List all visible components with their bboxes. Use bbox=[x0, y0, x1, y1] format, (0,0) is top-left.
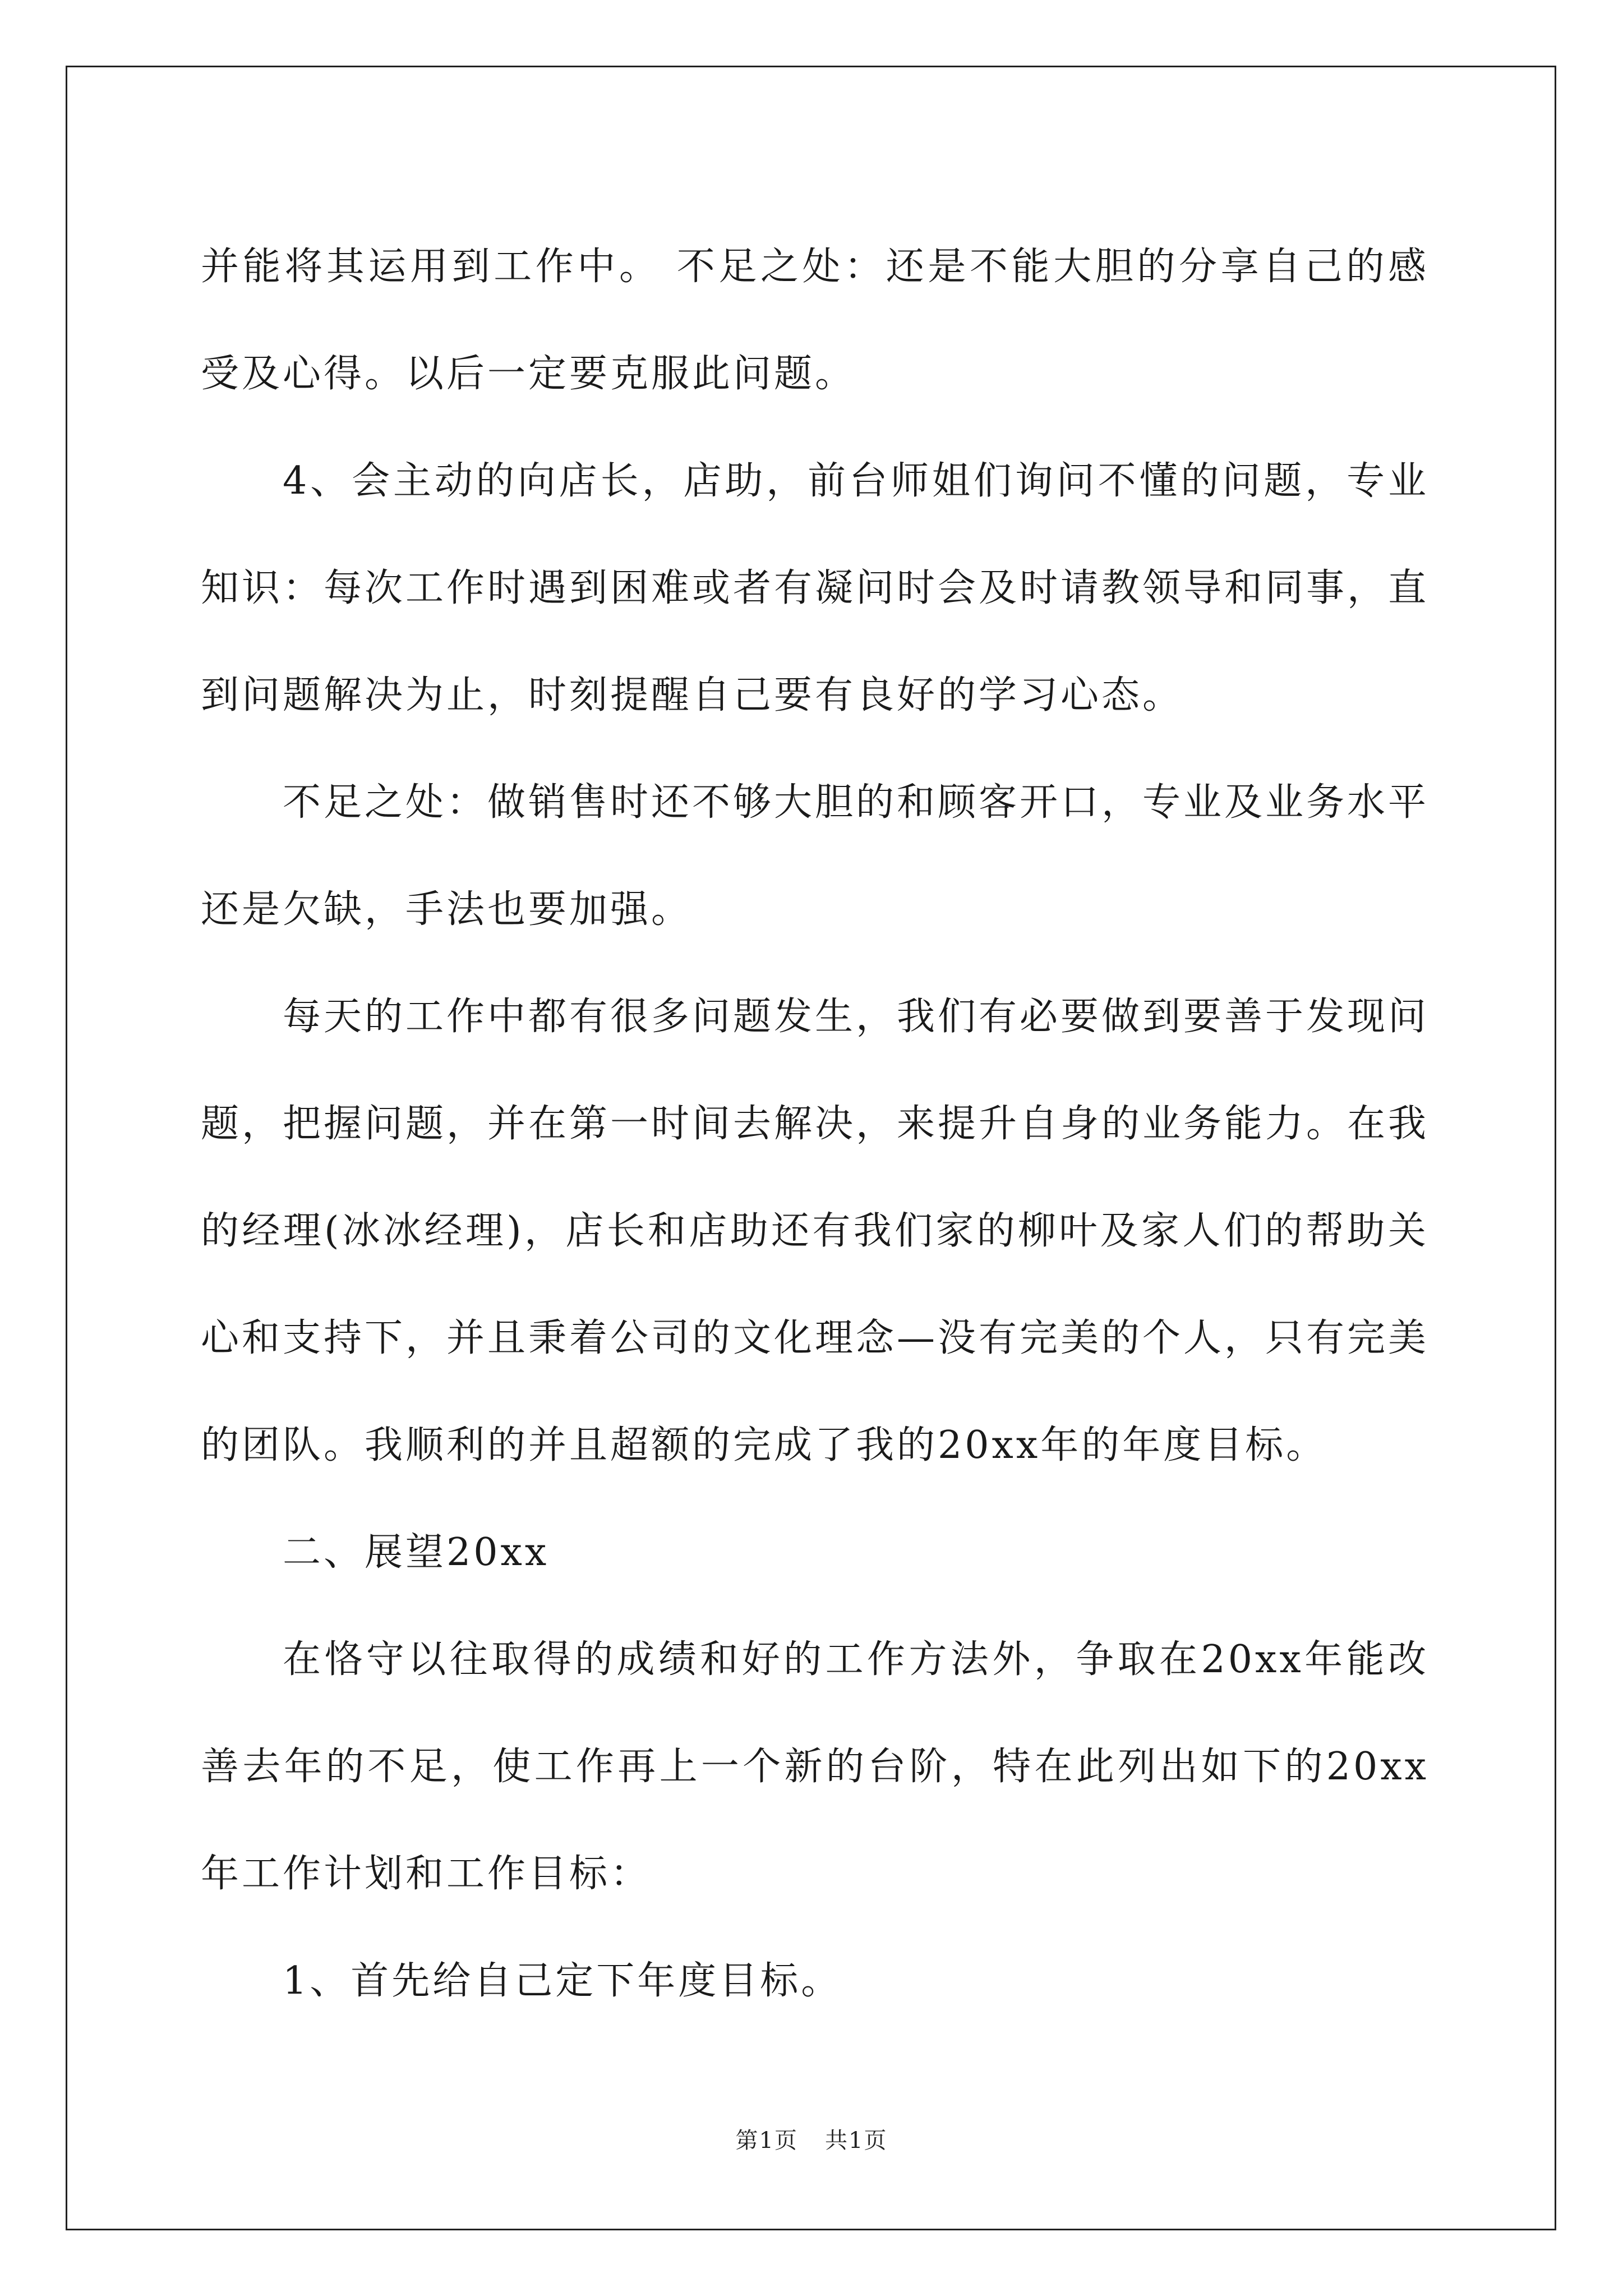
page-total: 共1页 bbox=[825, 2128, 888, 2154]
document-body bbox=[201, 213, 1429, 2035]
paragraph-3: 不足之处：做销售时还不够大胆的和顾客开口，专业及业务水平还是欠缺，手法也要加强。 bbox=[201, 780, 1430, 932]
paragraph-6: 1、首先给自己定下年度目标。 bbox=[283, 1959, 842, 2003]
paragraph-1: 并能将其运用到工作中。 不足之处：还是不能大胆的分享自己的感受及心得。以后一定要克服此问题。 bbox=[201, 245, 1429, 396]
section-heading: 二、展望20xx bbox=[283, 1530, 550, 1575]
paragraph-5: 在恪守以往取得的成绩和好的工作方法外，争取在20xx年能改善去年的不足，使工作再上一个新的台阶，特在此列出如下的20xx年工作计划和工作目标： bbox=[201, 1637, 1429, 1896]
page-number: 第1页 bbox=[735, 2128, 798, 2154]
page-footer bbox=[0, 2124, 1623, 2157]
paragraph-2: 4、会主动的向店长，店助，前台师姐们询问不懂的问题，专业知识：每次工作时遇到困难或者有凝问时会及时请教领导和同事，直到问题解决为止，时刻提醒自己要有良好的学习心态。 bbox=[201, 459, 1430, 717]
paragraph-4: 每天的工作中都有很多问题发生，我们有必要做到要善于发现问题，把握问题，并在第一时间去解决，来提升自身的业务能力。在我的经理(冰冰经理)，店长和店助还有我们家的柳叶及家人们的帮助关心和支持下，并且秉着公司的文化理念—没有完美的个人，只有完美的团队。我顺利的并且超额的完成了我的20xx年的年度目标。 bbox=[201, 995, 1430, 1467]
